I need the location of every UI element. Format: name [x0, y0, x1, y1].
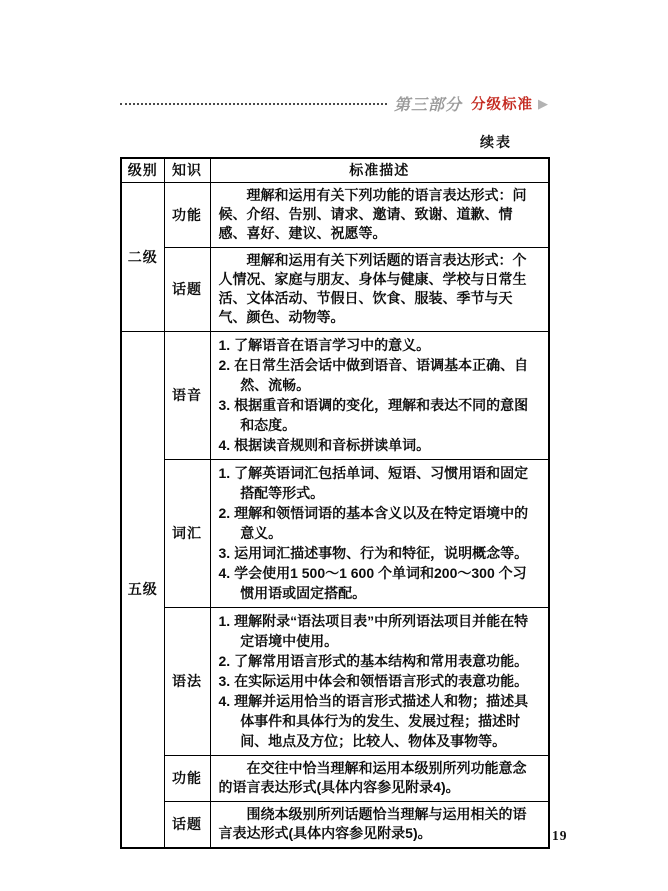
- description-cell: [210, 801, 549, 848]
- table-row: [121, 755, 549, 801]
- description-paragraph: 理解和运用有关下列话题的语言表达形式：个人情况、家庭与朋友、身体与健康、学校与日常生活、文体活动、节假日、饮食、服装、季节与天气、颜色、动物等。: [218, 251, 527, 325]
- table-row: [121, 801, 549, 848]
- continued-table-label: 续表: [480, 134, 512, 150]
- level-cell-grade2: 二级: [121, 182, 164, 331]
- numbered-item: 4. 理解并运用恰当的语言形式描述人和物；描述具体事件和具体行为的发生、发展过程；描述时间、地点及方位；比较人、物体及事物等。: [218, 692, 529, 749]
- description-paragraph: 围绕本级别所列话题恰当理解与运用相关的语言表达形式(具体内容参见附录5)。: [218, 805, 527, 841]
- dotted-rule: [120, 103, 387, 105]
- table-row: [121, 607, 549, 755]
- description-cell: [210, 247, 549, 331]
- knowledge-cell: 话题: [164, 801, 210, 848]
- numbered-item: 1. 了解英语词汇包括单词、短语、习惯用语和固定搭配等形式。: [218, 464, 529, 501]
- table-row: [121, 247, 549, 331]
- column-header-knowledge: 知识: [164, 158, 210, 182]
- numbered-item: 4. 根据读音规则和音标拼读单词。: [218, 436, 431, 453]
- level-cell-grade5: 五级: [121, 331, 164, 848]
- table-row: [121, 331, 549, 459]
- table-header-row: [121, 158, 549, 182]
- table-row: [121, 182, 549, 247]
- knowledge-cell: 词汇: [164, 459, 210, 607]
- numbered-item: 2. 理解和领悟词语的基本含义以及在特定语境中的意义。: [218, 504, 529, 541]
- numbered-item: 2. 了解常用语言形式的基本结构和常用表意功能。: [218, 652, 529, 669]
- numbered-item: 1. 理解附录“语法项目表”中所列语法项目并能在特定语境中使用。: [218, 612, 529, 649]
- description-cell: [210, 607, 549, 755]
- section-label: 第三部分: [393, 97, 462, 114]
- numbered-item: 2. 在日常生活会话中做到语音、语调基本正确、自然、流畅。: [218, 356, 529, 393]
- knowledge-cell: 话题: [164, 247, 210, 331]
- knowledge-cell: 功能: [164, 182, 210, 247]
- description-paragraph: 在交往中恰当理解和运用本级别所列功能意念的语言表达形式(具体内容参见附录4)。: [218, 759, 527, 795]
- section-title: 分级标准: [471, 97, 533, 113]
- column-header-level: 级别: [121, 158, 164, 182]
- description-cell: [210, 182, 549, 247]
- numbered-item: 1. 了解语音在语言学习中的意义。: [218, 336, 431, 353]
- page-number: 19: [552, 828, 568, 843]
- numbered-item: 3. 运用词汇描述事物、行为和特征，说明概念等。: [218, 544, 529, 561]
- knowledge-cell: 语音: [164, 331, 210, 459]
- knowledge-cell: 语法: [164, 607, 210, 755]
- running-header: [120, 92, 548, 115]
- description-cell: [210, 459, 549, 607]
- knowledge-cell: 功能: [164, 755, 210, 801]
- description-paragraph: 理解和运用有关下列功能的语言表达形式：问候、介绍、告别、请求、邀请、致谢、道歉、情感、喜好、建议、祝愿等。: [218, 186, 527, 241]
- numbered-item: 4. 学会使用1 500～1 600 个单词和200～300 个习惯用语或固定搭配。: [218, 564, 527, 601]
- numbered-item: 3. 在实际运用中体会和领悟语言形式的表意功能。: [218, 672, 529, 689]
- description-cell: [210, 755, 549, 801]
- description-cell: [210, 331, 549, 459]
- column-header-description: 标准描述: [210, 158, 549, 182]
- table-row: [121, 459, 549, 607]
- arrow-right-icon: ▶: [538, 96, 548, 111]
- standards-table: [120, 157, 550, 849]
- numbered-item: 3. 根据重音和语调的变化，理解和表达不同的意图和态度。: [218, 396, 529, 433]
